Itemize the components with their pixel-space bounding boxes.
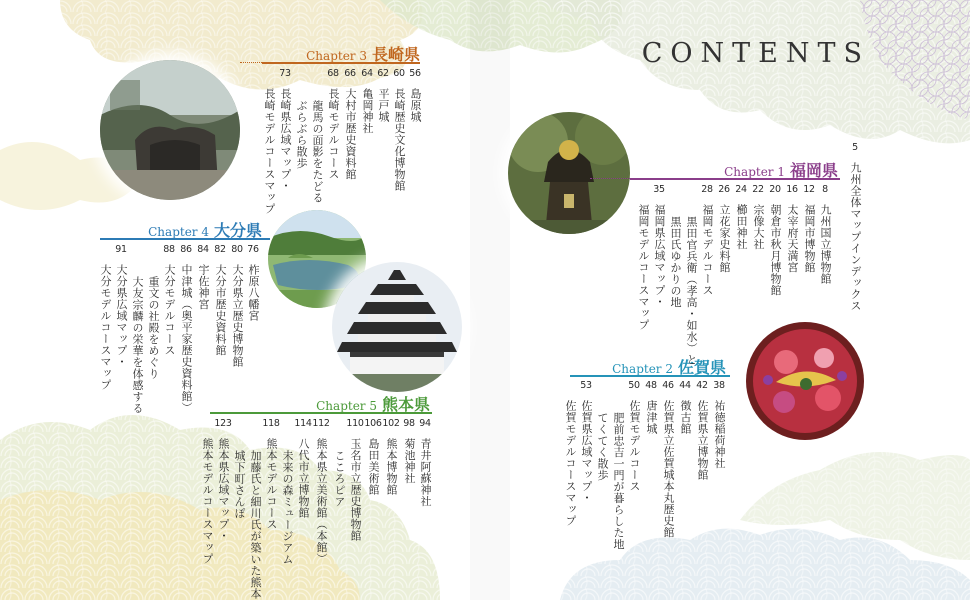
entry-title: 佐賀県広域マップ・ [580,400,593,504]
page-number: 50 [628,380,640,391]
page-number: 24 [735,184,747,195]
toc-entry[interactable] [146,244,160,380]
page-number: 86 [180,244,192,255]
chapter-rule [570,375,730,377]
entry-title: 城下町さんぽ [233,450,246,519]
nagasaki-photo [100,60,240,200]
entry-title: 未来の森ミュージアム [281,450,294,565]
entry-title: 佐賀モデルコース [628,400,641,492]
page-number: 60 [393,68,405,79]
toc-entry[interactable] [310,68,324,204]
page-number: 88 [163,244,175,255]
kumamoto-photo [332,262,462,392]
chapter-rule-extend [240,62,262,63]
toc-entry[interactable] [216,418,230,542]
prefecture-title: 大分県 [213,221,262,240]
toc-entry[interactable] [712,380,726,469]
prefecture-title: 長崎県 [371,45,420,64]
chapter-rule-extend [590,178,630,179]
toc-entry[interactable] [818,184,832,285]
page-number: 102 [382,418,400,429]
page-number: 73 [279,68,291,79]
prefecture-title: 熊本県 [381,395,430,414]
entry-title: 青井阿蘇神社 [419,438,432,507]
entry-title: 熊本県立美術館（本館） [315,438,328,565]
chapter-rule [630,178,840,180]
toc-entry[interactable] [332,418,346,508]
toc-entry[interactable] [196,244,210,310]
entry-title: 長崎モデルコースマップ [263,88,276,215]
entry-title: 重文の社殿をめぐり [147,276,160,380]
entry-title: 唐津城 [645,400,658,435]
toc-entry[interactable] [366,418,380,496]
toc-entry[interactable] [700,184,714,296]
entry-title: 平戸城 [377,88,390,123]
entry-title: 佐賀県立博物館 [696,400,709,481]
page-number: 35 [653,184,665,195]
toc-entry[interactable] [213,244,227,356]
toc-entry[interactable] [595,380,609,481]
entry-title: 大分県広域マップ・ [115,264,128,368]
page-number: 12 [803,184,815,195]
toc-entry[interactable] [98,244,112,391]
entry-title: 八代市立博物館 [297,438,310,519]
page-number: 38 [713,380,725,391]
toc-entry[interactable] [785,184,799,273]
page-number: 22 [752,184,764,195]
chapter-label: Chapter 2 [612,362,673,376]
entry-title: 佐賀モデルコースマップ [564,400,577,527]
toc-entry[interactable] [402,418,416,484]
toc-entry[interactable] [644,380,658,435]
toc-entry[interactable] [294,68,308,169]
page-number: 5 [852,142,858,153]
toc-entry[interactable] [248,418,262,600]
entry-title: 黒田氏ゆかりの地 [669,216,682,308]
entry-title: 櫛田神社 [735,204,748,250]
entry-title: 長崎県広域マップ・ [279,88,292,192]
entry-title: 玉名市立歴史博物館 [349,438,362,542]
toc-entry-intro[interactable] [848,142,862,312]
page-number: 91 [115,244,127,255]
entry-title: 熊本モデルコース [265,438,278,530]
entry-title: 島原城 [409,88,422,123]
page-number: 46 [662,380,674,391]
page-number: 118 [262,418,280,429]
chapter-rule [100,238,270,240]
toc-entry[interactable] [179,244,193,414]
entry-title: 黒田官兵衛（孝高・如水）と [685,216,698,366]
toc-entry[interactable] [768,184,782,296]
toc-entry[interactable] [695,380,709,481]
page-number: 76 [247,244,259,255]
entry-title: 福岡モデルコース [701,204,714,296]
toc-entry[interactable] [130,244,144,414]
entry-title: 熊本県広域マップ・ [217,438,230,542]
page-number: 48 [645,380,657,391]
page-number: 44 [679,380,691,391]
toc-entry[interactable] [418,418,432,507]
entry-title: 島田美術館 [367,438,380,496]
toc-entry[interactable] [348,418,362,542]
page-number: 106 [364,418,382,429]
entry-title: 大村市歴史資料館 [344,88,357,180]
entry-title: 大分市歴史資料館 [214,264,227,356]
toc-entry[interactable] [668,184,682,308]
entry-title: 立花家史料館 [718,204,731,273]
toc-entry[interactable] [802,184,816,273]
page-number: 112 [312,418,330,429]
toc-entry[interactable] [678,380,692,435]
page-number: 114 [294,418,312,429]
toc-entry[interactable] [200,418,214,565]
page-number: 68 [327,68,339,79]
entry-title: 加藤氏と細川氏が築いた熊本 [249,450,262,600]
entry-title: 柞原八幡宮 [247,264,260,322]
toc-entry[interactable] [652,184,666,308]
toc-entry[interactable] [326,68,340,180]
toc-entry[interactable] [262,68,276,215]
toc-entry[interactable] [114,244,128,368]
toc-entry[interactable] [717,184,731,273]
page-number: 64 [361,68,373,79]
chapter-label: Chapter 5 [316,399,377,413]
toc-entry[interactable] [408,68,422,123]
toc-entry[interactable] [162,244,176,356]
page-number: 94 [419,418,431,429]
entry-title: 肥前忠吉一門が暮らした地 [612,412,625,550]
toc-entry[interactable] [360,68,374,134]
toc-entry[interactable] [684,184,698,366]
page-number: 8 [822,184,828,195]
chapter-label: Chapter 3 [306,49,367,63]
page-number: 56 [409,68,421,79]
page-number: 28 [701,184,713,195]
entry-title: 九州国立博物館 [819,204,832,285]
prefecture-title: 福岡県 [789,161,838,180]
chapter-label: Chapter 1 [724,165,785,179]
toc-entry[interactable] [278,68,292,192]
toc-entry[interactable] [246,244,260,322]
entry-title: 熊本博物館 [385,438,398,496]
toc-entry[interactable] [343,68,357,180]
entry-title: 九州全体マップインデックス [849,162,862,312]
page-number: 66 [344,68,356,79]
entry-title: 大分県立歴史博物館 [231,264,244,368]
toc-entry[interactable] [627,380,641,492]
entry-title: 祐徳稲荷神社 [713,400,726,469]
toc-entry[interactable] [661,380,675,538]
page-number: 98 [403,418,415,429]
entry-title: 龍馬の面影をたどる [311,100,324,204]
page-number: 20 [769,184,781,195]
page-number: 53 [580,380,592,391]
entry-title: 太宰府天満宮 [786,204,799,273]
entry-title: 大分モデルコース [163,264,176,356]
toc-entry[interactable] [376,68,390,123]
page-number: 42 [696,380,708,391]
page-number: 123 [214,418,232,429]
page-number: 16 [786,184,798,195]
toc-entry[interactable] [230,244,244,368]
toc-entry[interactable] [611,380,625,550]
toc-entry[interactable] [734,184,748,250]
page-number: 26 [718,184,730,195]
page-number: 84 [197,244,209,255]
entry-title: 亀岡神社 [361,88,374,134]
entry-title: 大友宗麟の栄華を体感する [131,276,144,414]
toc-entry[interactable] [392,68,406,192]
entry-title: 佐賀県立佐賀城本丸歴史館 [662,400,675,538]
toc-entry[interactable] [751,184,765,250]
toc-entry[interactable] [232,418,246,519]
entry-title: 宇佐神宮 [197,264,210,310]
page-number: 82 [214,244,226,255]
toc-entry[interactable] [384,418,398,496]
entry-title: 長崎歴史文化博物館 [393,88,406,192]
entry-title: 福岡県広域マップ・ [653,204,666,308]
entry-title: 福岡市博物館 [803,204,816,273]
toc-entry[interactable] [563,380,577,527]
entry-title: 熊本モデルコースマップ [201,438,214,565]
chapter-label: Chapter 4 [148,225,209,239]
entry-title: てくてく散歩 [596,412,609,481]
prefecture-title: 佐賀県 [677,358,726,377]
toc-entry[interactable] [264,418,278,530]
toc-entry[interactable] [280,418,294,565]
entry-title: 徴古館 [679,400,692,435]
entry-title: 長崎モデルコース [327,88,340,180]
entry-title: ぶらぶら散歩 [295,100,308,169]
toc-entry[interactable] [314,418,328,565]
page-number: 62 [377,68,389,79]
entry-title: 中津城（奥平家歴史資料館） [180,264,193,414]
page-number: 110 [346,418,364,429]
saga-photo [746,322,864,440]
chapter-rule [262,62,420,64]
toc-entry[interactable] [296,418,310,519]
entry-title: 宗像大社 [752,204,765,250]
entry-title: 菊池神社 [403,438,416,484]
fukuoka-photo [508,112,630,234]
page-title: CONTENTS [641,38,870,69]
entry-title: 朝倉市秋月博物館 [769,204,782,296]
entry-title: こころピア [333,450,346,508]
entry-title: 福岡モデルコースマップ [637,204,650,331]
entry-title: 大分モデルコースマップ [99,264,112,391]
page-number: 80 [231,244,243,255]
chapter-rule [210,412,432,414]
toc-entry[interactable] [636,184,650,331]
toc-entry[interactable] [579,380,593,504]
